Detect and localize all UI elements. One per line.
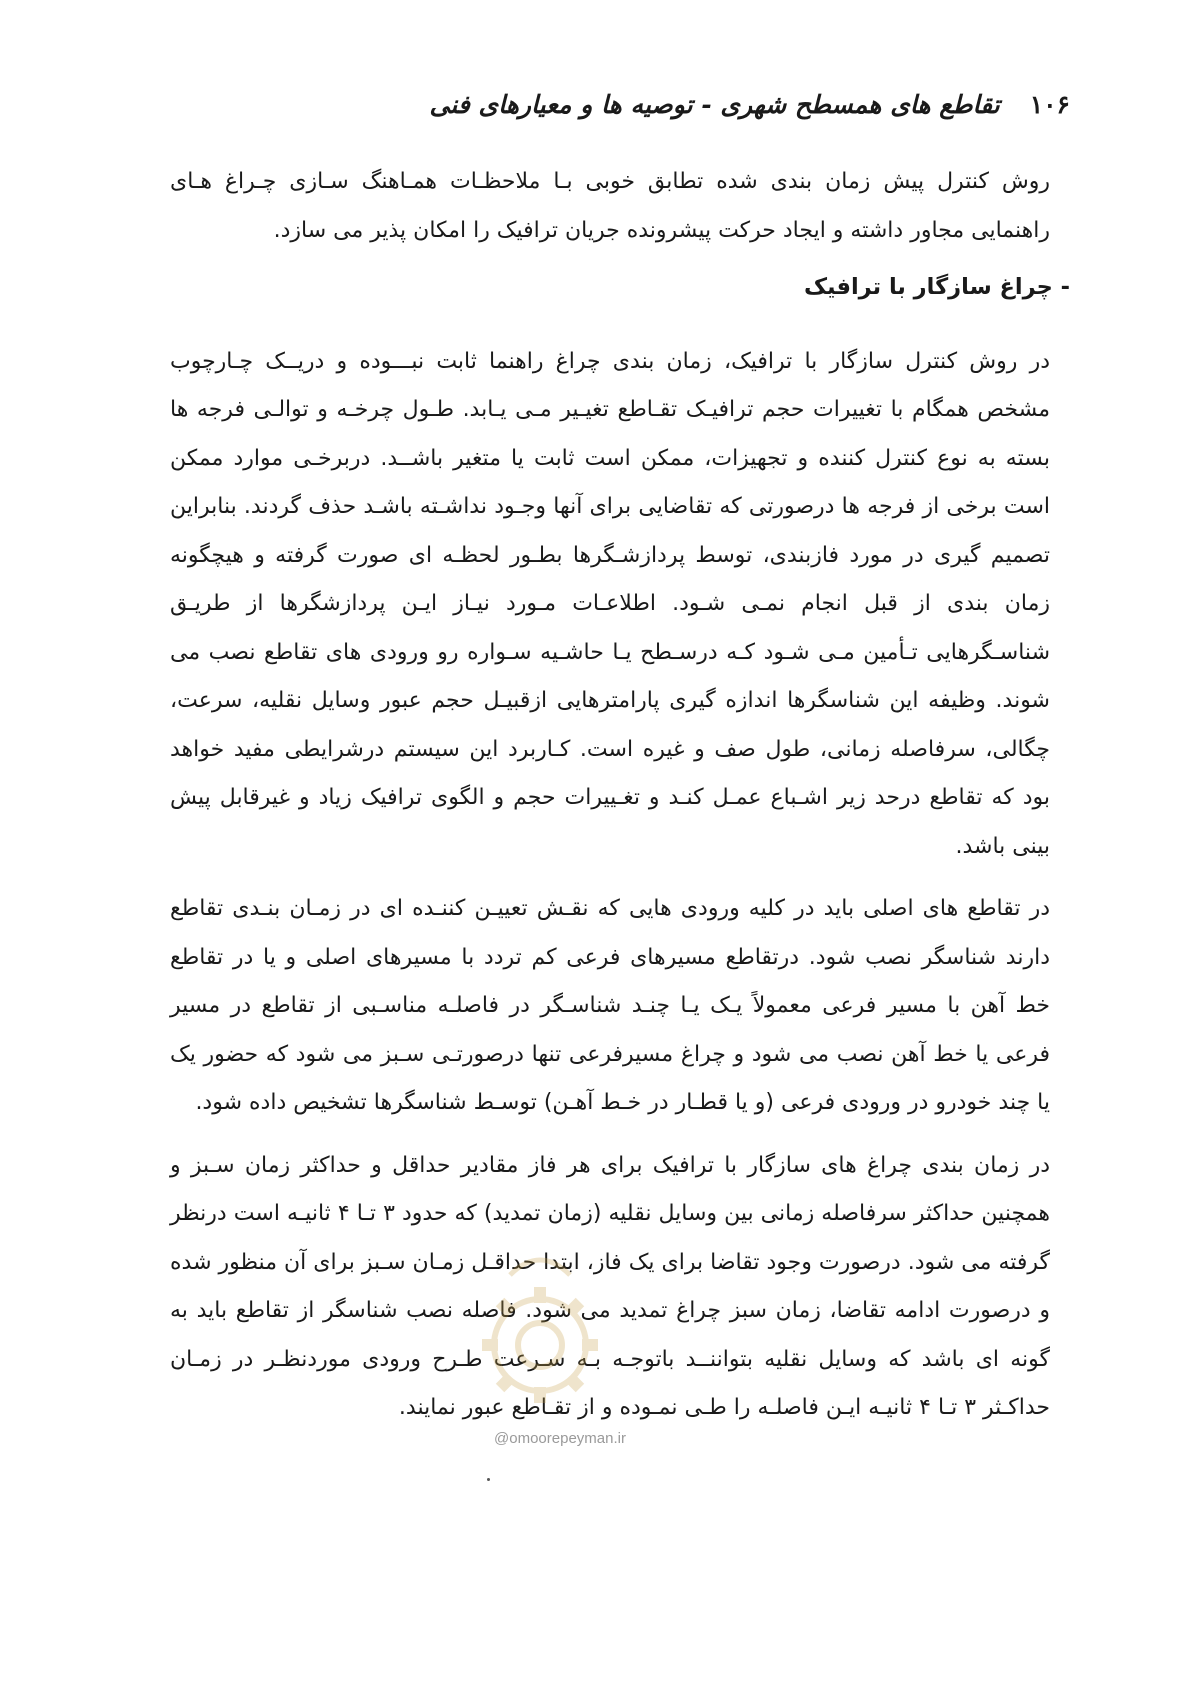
section-heading: - چراغ سازگار با ترافیک — [804, 274, 1070, 300]
running-header — [150, 84, 1070, 124]
paragraph-detector-placement: در تقاطع های اصلی باید در کلیه ورودی هایی که نقـش تعییـن کننـده ای در زمـان بنـدی تقاطع دارند شناسگر نصب شود. درتقاطع مسیرهای فرعی کم تردد با مسیرهای اصلی و یا در تقاطع خط آهن با مسیر فرعی معمولاً یـک یـا چنـد شناسـگر در فاصلـه مناسـبی از تقاطع در مسیر فرعی یا خط آهن نصب می شود و چراغ مسیرفرعی تنها درصورتـی سـبز می شود که حضور یک یا چند خودرو در ورودی فرعی (و یا قطـار در خـط آهـن) توسـط شناسگرها تشخیص داده شود. — [170, 896, 1050, 1115]
paragraph-adaptive-control: در روش کنترل سازگار با ترافیک، زمان بندی چراغ راهنما ثابت نبـــوده و دریــک چـارچوب مشخص همگام با تغییرات حجم ترافیـک تقـاطع تغیـیر مـی یـابد. طـول چرخـه و توالـی فرجه ها بسته به نوع کنترل کننده و تجهیزات، ممکن است ثابت یا متغیر باشــد. دربرخـی موارد ممکن است برخی از فرجه ها درصورتی که تقاضایی برای آنها وجـود نداشـته باشـد حذف گردند. بنابراین تصمیم گیری در مورد فازبندی، توسط پردازشـگرها بطـور لحظـه ای صورت گرفته و هیچگونه زمان بندی از قبل انجام نمـی شـود. اطلاعـات مـورد نیـاز ایـن پردازشگرها از طریـق شناسـگرهایی تـأمین مـی شـود کـه درسـطح یـا حاشـیه سـواره رو ورودی های تقاطع نصب می شوند. وظیفه این شناسگرها اندازه گیری پارامترهایی ازقبیـل حجم عبور وسایل نقلیه، سرعت، چگالی، سرفاصله زمانی، طول صف و غیره است. کـاربرد این سیستم درشرایطی مفید خواهد بود که تقاطع درحد زیر اشـباع عمـل کنـد و تغـییرات حجم و الگوی ترافیک زیاد و غیرقابل پیش بینی باشد. — [170, 348, 1050, 859]
header-title: تقاطع های همسطح شهری - توصیه ها و معیارهای فنی — [429, 89, 1000, 119]
watermark-caption: @omoorepeyman.ir — [494, 1430, 626, 1447]
body-text — [170, 158, 1070, 1447]
stray-dot — [487, 1478, 490, 1481]
intro-paragraph: روش کنترل پیش زمان بندی شده تطابق خوبی بـا ملاحظـات همـاهنگ سـازی چـراغ هـای راهنمایی مجاور داشته و ایجاد حرکت پیشرونده جریان ترافیک را امکان پذیر می سازد. — [170, 169, 1050, 243]
page-number: ۱۰۶ — [1029, 89, 1070, 119]
paragraph-green-timing: در زمان بندی چراغ های سازگار با ترافیک برای هر فاز مقادیر حداقل و حداکثر زمان سـبز و همچنین حداکثر سرفاصله زمانی بین وسایل نقلیه (زمان تمدید) که حدود ۳ تـا ۴ ثانیـه است درنظر گرفته می شود. درصورت وجود تقاضا برای یک فاز، ابتدا حداقـل زمـان سـبز برای آن منظور شده و درصورت ادامه تقاضا، زمان سبز چراغ تمدید می شود. فاصله نصب شناسگر از تقاطع باید به گونه ای باشد که وسایل نقلیه بتواننــد باتوجـه بـه سـرعت طـرح ورودی موردنظـر در زمـان حداکـثر ۳ تـا ۴ ثانیـه ایـن فاصلـه را طـی نمـوده و از تقـاطع عبور نمایند. — [170, 1152, 1050, 1420]
